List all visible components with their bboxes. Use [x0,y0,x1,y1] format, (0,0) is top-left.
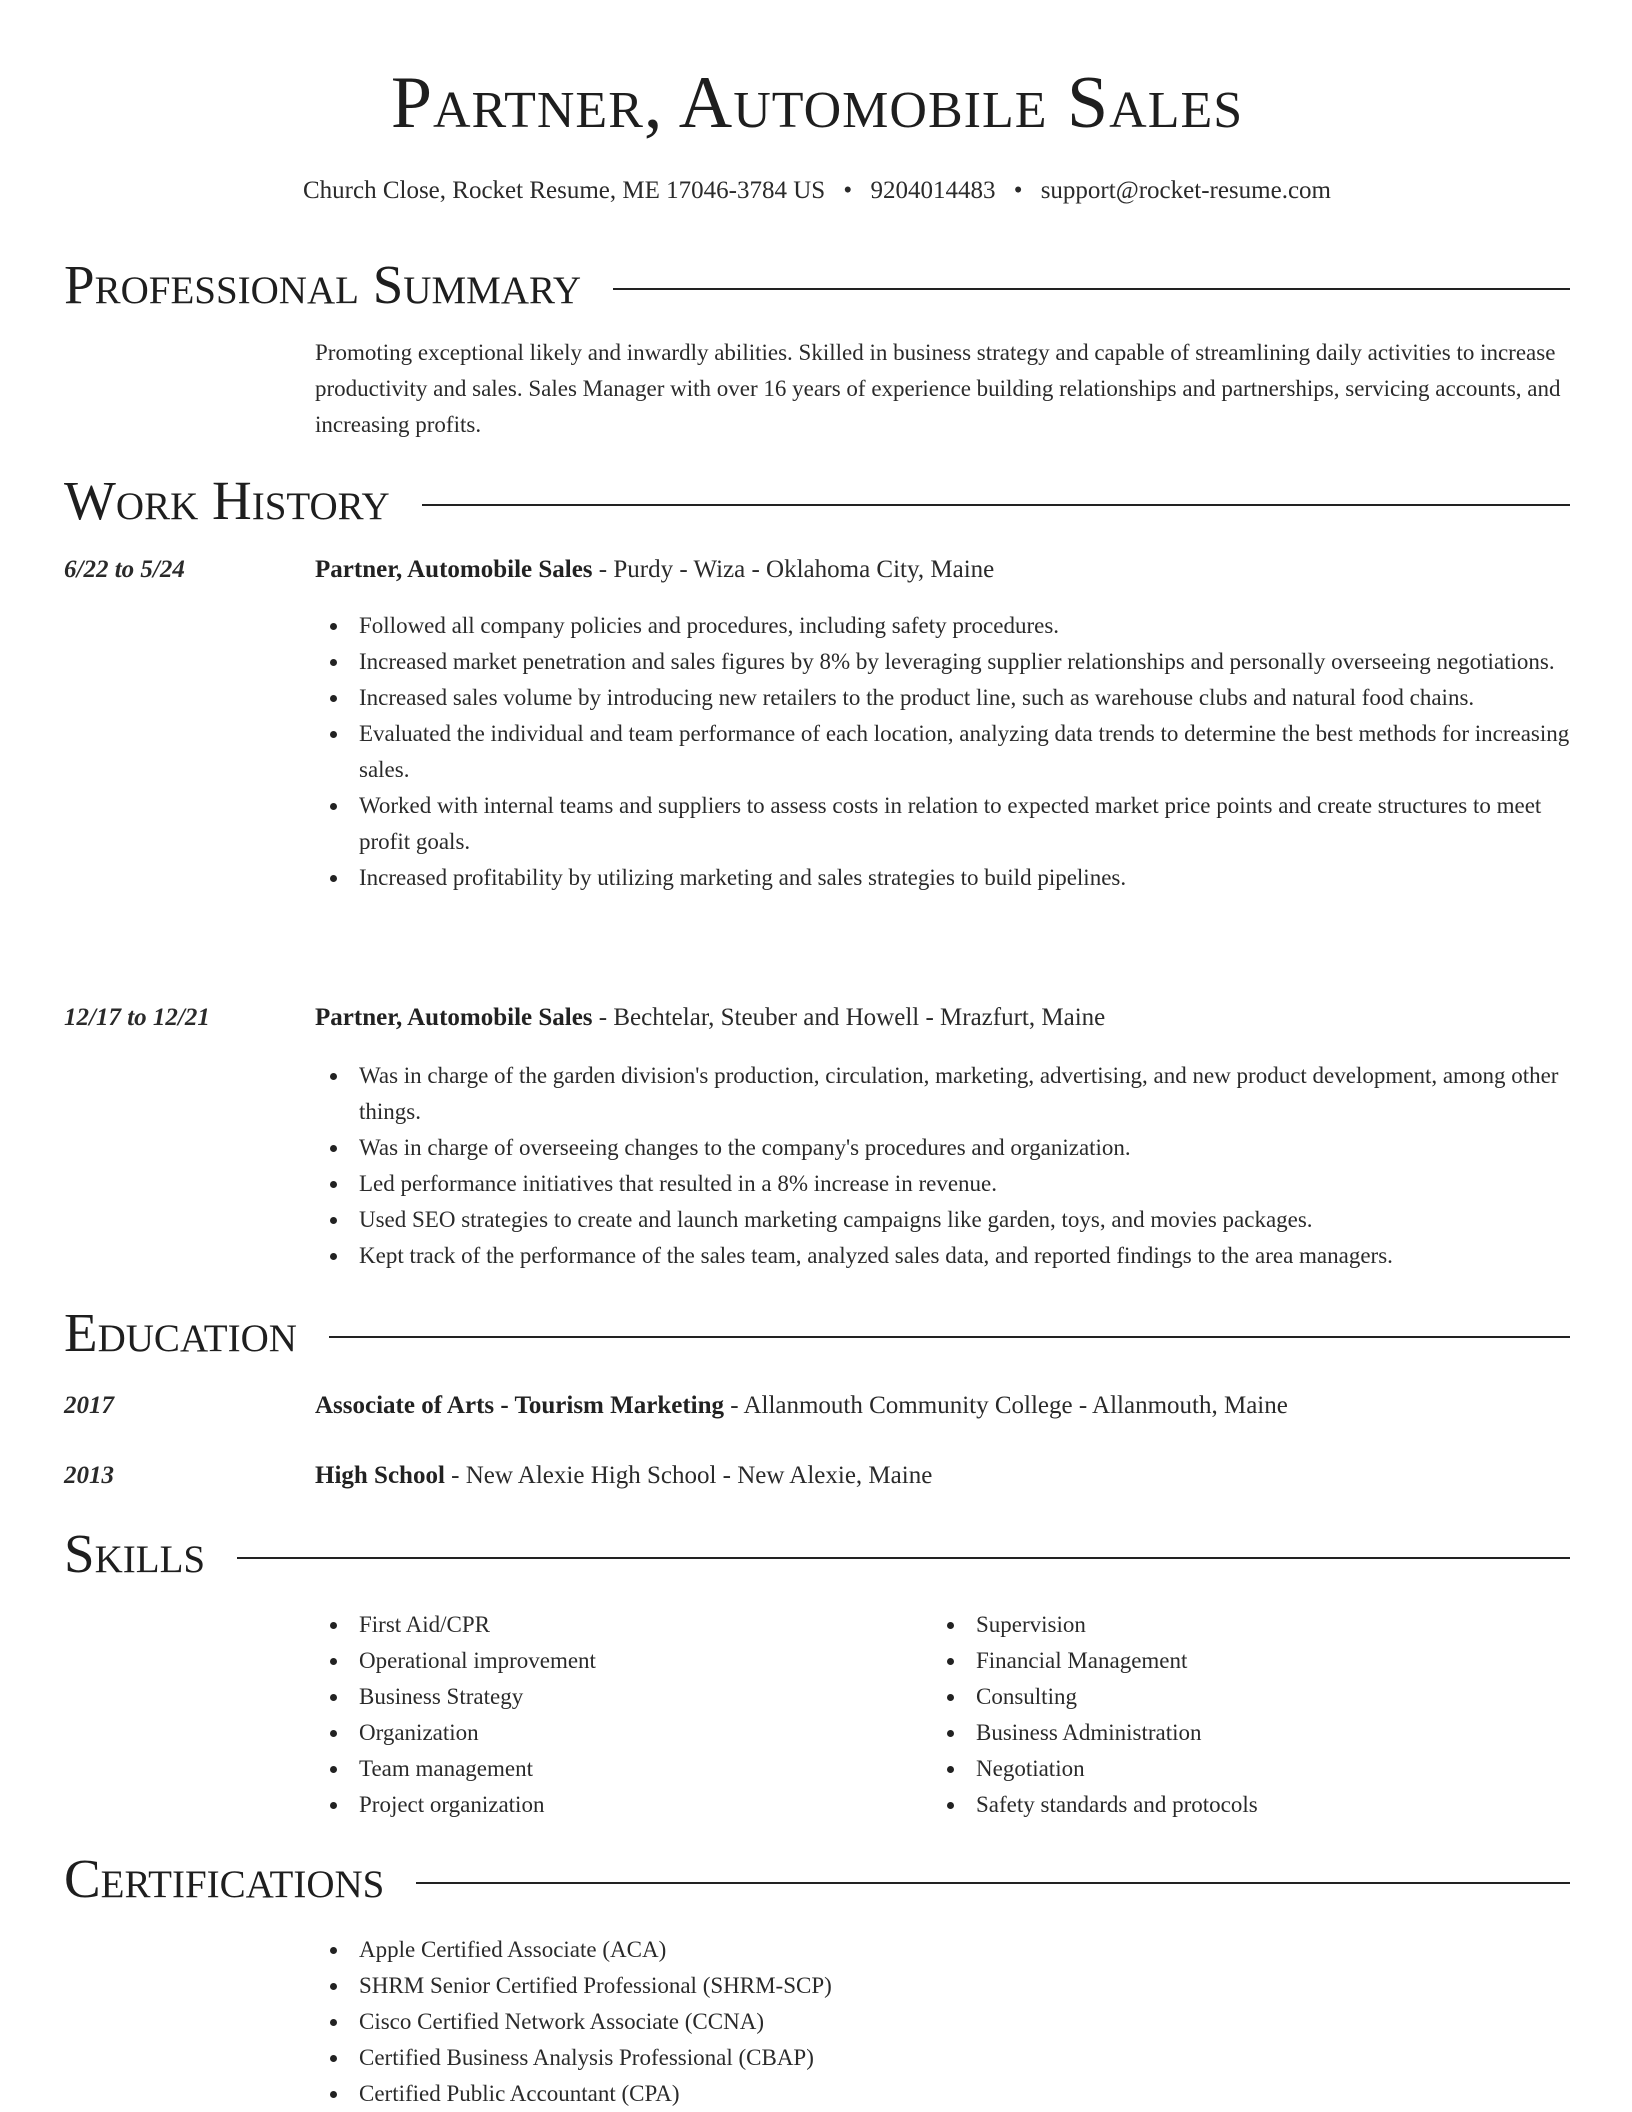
resume-name: Partner, Automobile Sales [390,62,1244,144]
education-entry [315,1458,1570,1494]
job-bullet: Worked with internal teams and suppliers to assess costs in relation to expected market price points and create structures to meet profit goals. [359,788,1579,860]
certification-item: Cisco Certified Network Associate (CCNA) [359,2004,1579,2040]
certifications-title: Certifications [64,1846,416,1912]
skill-item: Financial Management [976,1643,1576,1679]
education-degree: High School [315,1462,445,1489]
job-bullet: Was in charge of overseeing changes to the company's procedures and organization. [359,1130,1579,1166]
job-details: - Bechtelar, Steuber and Howell - Mrazfurt, Maine [592,1004,1106,1031]
job-bullet: Increased profitability by utilizing marketing and sales strategies to build pipelines. [359,860,1579,896]
skills-list-right [932,1607,1576,1823]
skill-item: Negotiation [976,1751,1576,1787]
job-role: Partner, Automobile Sales [315,1004,593,1031]
skill-item: Organization [359,1715,929,1751]
job-header [315,1000,1570,1036]
work-heading [64,468,1570,534]
contact-address: Church Close, Rocket Resume, ME 17046-3784 US [302,177,826,204]
education-details: - Allanmouth Community College - Allanmouth, Maine [724,1392,1288,1419]
skill-item: Project organization [359,1787,929,1823]
certification-item: Certified Public Accountant (CPA) [359,2076,1579,2112]
job-bullet: Was in charge of the garden division's production, circulation, marketing, advertising, and new product development, among other things. [359,1058,1579,1130]
skills-list-left [315,1607,929,1823]
certifications-list [315,1932,1579,2112]
job-role: Partner, Automobile Sales [315,556,593,583]
job-header [315,552,1570,588]
contact-email: support@rocket-resume.com [1040,177,1331,204]
skill-item: Business Strategy [359,1679,929,1715]
summary-heading [64,252,1570,318]
education-year: 2013 [64,1462,114,1489]
skill-item: First Aid/CPR [359,1607,929,1643]
certifications-heading [64,1846,1570,1912]
certification-item: Certified Business Analysis Professional (CBAP) [359,2040,1579,2076]
job-bullet: Used SEO strategies to create and launch marketing campaigns like garden, toys, and movies packages. [359,1202,1579,1238]
job-bullet-list [315,1058,1579,1274]
education-details: - New Alexie High School - New Alexie, Maine [444,1462,933,1489]
job-bullet: Kept track of the performance of the sales team, analyzed sales data, and reported findings to the area managers. [359,1238,1579,1274]
skill-item: Team management [359,1751,929,1787]
skill-item: Safety standards and protocols [976,1787,1576,1823]
job-details: - Purdy - Wiza - Oklahoma City, Maine [592,556,995,583]
skills-heading [64,1521,1570,1587]
skills-title: Skills [64,1521,237,1587]
job-bullet: Increased market penetration and sales figures by 8% by leveraging supplier relationships and personally overseeing negotiations. [359,644,1579,680]
section-divider [64,1557,1570,1559]
contact-separator: • [843,177,853,204]
job-bullet: Increased sales volume by introducing new retailers to the product line, such as warehouse clubs and natural food chains. [359,680,1579,716]
education-entry [315,1388,1570,1424]
job-dates: 12/17 to 12/21 [64,1004,210,1031]
education-degree: Associate of Arts - Tourism Marketing [315,1392,724,1419]
certification-item: Apple Certified Associate (ACA) [359,1932,1579,1968]
job-bullet: Followed all company policies and procedures, including safety procedures. [359,608,1579,644]
work-title: Work History [64,468,422,534]
skill-item: Supervision [976,1607,1576,1643]
contact-separator: • [1013,177,1023,204]
summary-title: Professional Summary [64,252,613,318]
job-bullet: Led performance initiatives that resulted in a 8% increase in revenue. [359,1166,1579,1202]
education-heading [64,1300,1570,1366]
skill-item: Consulting [976,1679,1576,1715]
job-bullet: Evaluated the individual and team performance of each location, analyzing data trends to determine the best methods for increasing sales. [359,716,1579,788]
education-title: Education [64,1300,329,1366]
certification-item: SHRM Senior Certified Professional (SHRM-SCP) [359,1968,1579,2004]
contact-phone: 9204014483 [870,177,996,204]
contact-line [64,174,1570,208]
skill-item: Operational improvement [359,1643,929,1679]
skill-item: Business Administration [976,1715,1576,1751]
summary-text: Promoting exceptional likely and inwardly abilities. Skilled in business strategy and capable of streamlining daily activities to increase productivity and sales. Sales Manager with over 16 years of experience building relationships and partnerships, servicing accounts, and increasing profits. [315,340,1561,437]
job-bullet-list [315,608,1579,896]
job-dates: 6/22 to 5/24 [64,556,185,583]
education-year: 2017 [64,1392,114,1419]
